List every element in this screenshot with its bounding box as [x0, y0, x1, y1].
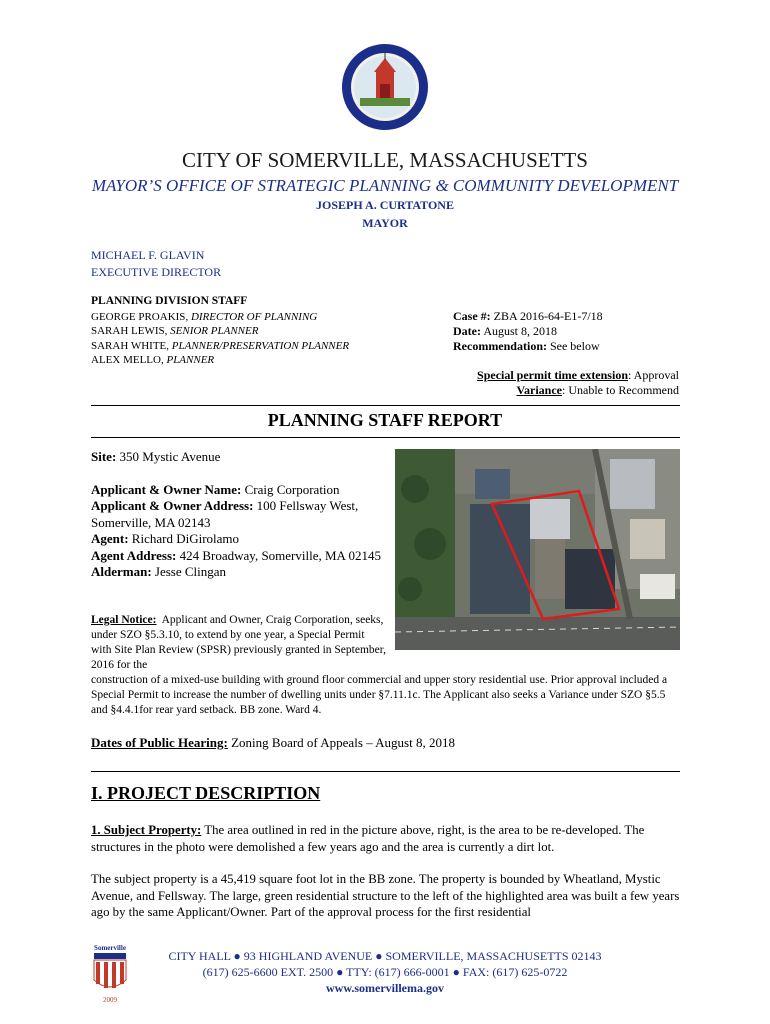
owner-address: Applicant & Owner Address: 100 Fellsway West, Somerville, MA 02143 — [91, 498, 359, 530]
exec-title: EXECUTIVE DIRECTOR — [91, 265, 222, 279]
planning-staff — [91, 294, 349, 368]
footer-contact — [0, 948, 770, 996]
staff-heading: PLANNING DIVISION STAFF — [91, 295, 248, 307]
subject-property-details: The subject property is a 45,419 square foot lot in the BB zone. The property is bounded by Wheatland, Mystic Avenue, and Fellsway. The large, green residential structure to the left of the highlighted area was built a few years ago by the same Applicant/Owner. Part of the approval process for the first residential — [91, 872, 680, 919]
office-name: MAYOR’S OFFICE OF STRATEGIC PLANNING & COMMUNITY DEVELOPMENT — [91, 176, 679, 195]
recommendations — [477, 368, 679, 398]
alderman: Alderman: Jesse Clingan — [91, 564, 227, 579]
divider — [91, 437, 680, 438]
svg-text:Somerville: Somerville — [94, 944, 126, 952]
executive-director — [91, 247, 221, 281]
variance-rec: Variance: Unable to Recommend — [516, 383, 679, 397]
case-date: Date: August 8, 2018 — [453, 324, 557, 338]
divider — [91, 405, 680, 406]
mayor-name: JOSEPH A. CURTATONE — [316, 198, 454, 212]
case-number: Case #: ZBA 2016-64-E1-7/18 — [453, 309, 603, 323]
staff-member: SARAH WHITE, PLANNER/PRESERVATION PLANNER — [91, 339, 350, 352]
legal-notice-rest: construction of a mixed-use building with ground floor commercial and upper story residential use. Prior approval included a Special Permit to increase the number of dwelling units under §7.11.1c. The Applicant also seeks a Variance under SZO §5.5 and §4.4.1for rear yard setback. BB zone. Ward 4. — [91, 674, 668, 716]
staff-member: SARAH LEWIS, SENIOR PLANNER — [91, 325, 259, 337]
staff-member: ALEX MELLO, PLANNER — [91, 354, 215, 366]
svg-text:2009: 2009 — [103, 996, 117, 1004]
mayor-title: MAYOR — [362, 216, 408, 230]
section-heading: I. PROJECT DESCRIPTION — [91, 783, 321, 803]
site: Site: 350 Mystic Avenue — [91, 449, 221, 464]
city-title: CITY OF SOMERVILLE, MASSACHUSETTS — [182, 148, 588, 172]
staff-member: GEORGE PROAKIS, DIRECTOR OF PLANNING — [91, 310, 318, 323]
footer-phone: (617) 625-6600 EXT. 2500 ● TTY: (617) 666-0001 ● FAX: (617) 625-0722 — [202, 965, 568, 979]
case-recommendation: Recommendation: See below — [453, 339, 600, 353]
legal-notice: Legal Notice: Applicant and Owner, Craig Corporation, seeks, under SZO §5.3.10, to extend by one year, a Special Permit with Site Plan Review (SPSR) previously granted in September, 2016 for the construction of a mixed-use building with ground floor commercial and upper story residential use. Prior approval included a Special Permit to increase the number of dwelling units under §7.11.1c. The Applicant also seeks a Variance under SZO §5.5 and §4.4.1for rear yard setback. BB zone. Ward 4. — [91, 614, 668, 716]
case-info — [453, 309, 603, 354]
footer-website[interactable]: www.somervillema.gov — [326, 981, 444, 995]
exec-name: MICHAEL F. GLAVIN — [91, 248, 205, 262]
footer-address: CITY HALL ● 93 HIGHLAND AVENUE ● SOMERVILLE, MASSACHUSETTS 02143 — [168, 949, 602, 963]
owner-name: Applicant & Owner Name: Craig Corporation — [91, 481, 340, 497]
divider — [91, 771, 680, 772]
subject-property-paragraph: 1. Subject Property: The area outlined in red in the picture above, right, is the area to be re-developed. The structures in the photo were demolished a few years ago and the area is currently a dirt lot. — [91, 823, 645, 854]
public-hearing: Dates of Public Hearing: Zoning Board of Appeals – August 8, 2018 — [91, 735, 455, 750]
agent: Agent: Richard DiGirolamo — [91, 531, 240, 546]
report-title: PLANNING STAFF REPORT — [267, 410, 503, 430]
city-seal — [340, 42, 430, 132]
site-details — [91, 449, 391, 581]
special-permit-rec: Special permit time extension: Approval — [477, 368, 679, 382]
agent-address: Agent Address: 424 Broadway, Somerville, MA 02145 — [91, 547, 381, 563]
